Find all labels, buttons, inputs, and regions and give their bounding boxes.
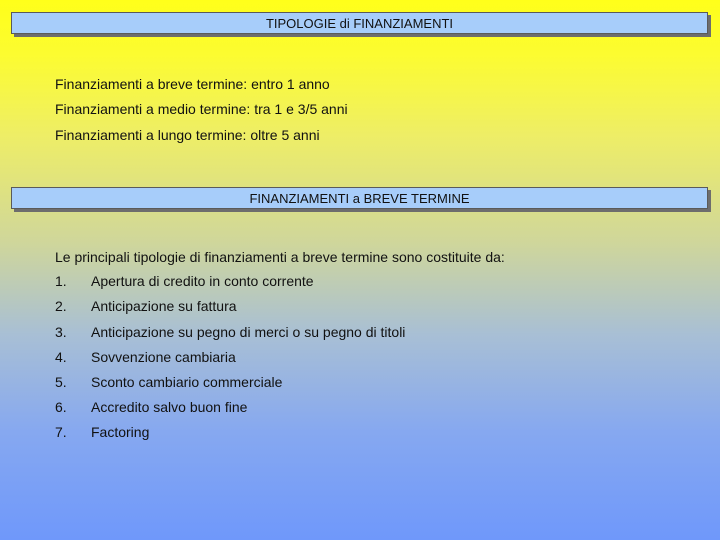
section-title-text: TIPOLOGIE di FINANZIAMENTI	[265, 15, 454, 31]
list-item-number: 5.	[55, 374, 67, 390]
section-title-text: FINANZIAMENTI a BREVE TERMINE	[249, 190, 470, 206]
financing-line-medium-term: Finanziamenti a medio termine: tra 1 e 3/5 anni	[55, 101, 348, 117]
section-title-tipologie	[11, 12, 708, 34]
list-item-text: Accredito salvo buon fine	[91, 399, 248, 415]
list-item-text: Anticipazione su pegno di merci o su pegno di titoli	[91, 324, 406, 340]
list-item-number: 2.	[55, 298, 67, 314]
list-item-number: 1.	[55, 273, 67, 289]
intro-text: Le principali tipologie di finanziamenti a breve termine sono costituite da:	[55, 249, 505, 265]
list-item-text: Anticipazione su fattura	[91, 298, 237, 314]
list-item-text: Sconto cambiario commerciale	[91, 374, 283, 390]
list-item-text: Apertura di credito in conto corrente	[91, 273, 314, 289]
list-item-number: 3.	[55, 324, 67, 340]
list-item-number: 7.	[55, 424, 67, 440]
list-item-number: 4.	[55, 349, 67, 365]
financing-line-long-term: Finanziamenti a lungo termine: oltre 5 anni	[55, 127, 320, 143]
list-item-text: Sovvenzione cambiaria	[91, 349, 236, 365]
section-title-breve-termine	[11, 187, 708, 209]
list-item-text: Factoring	[91, 424, 150, 440]
list-item-number: 6.	[55, 399, 67, 415]
financing-line-short-term: Finanziamenti a breve termine: entro 1 anno	[55, 76, 330, 92]
